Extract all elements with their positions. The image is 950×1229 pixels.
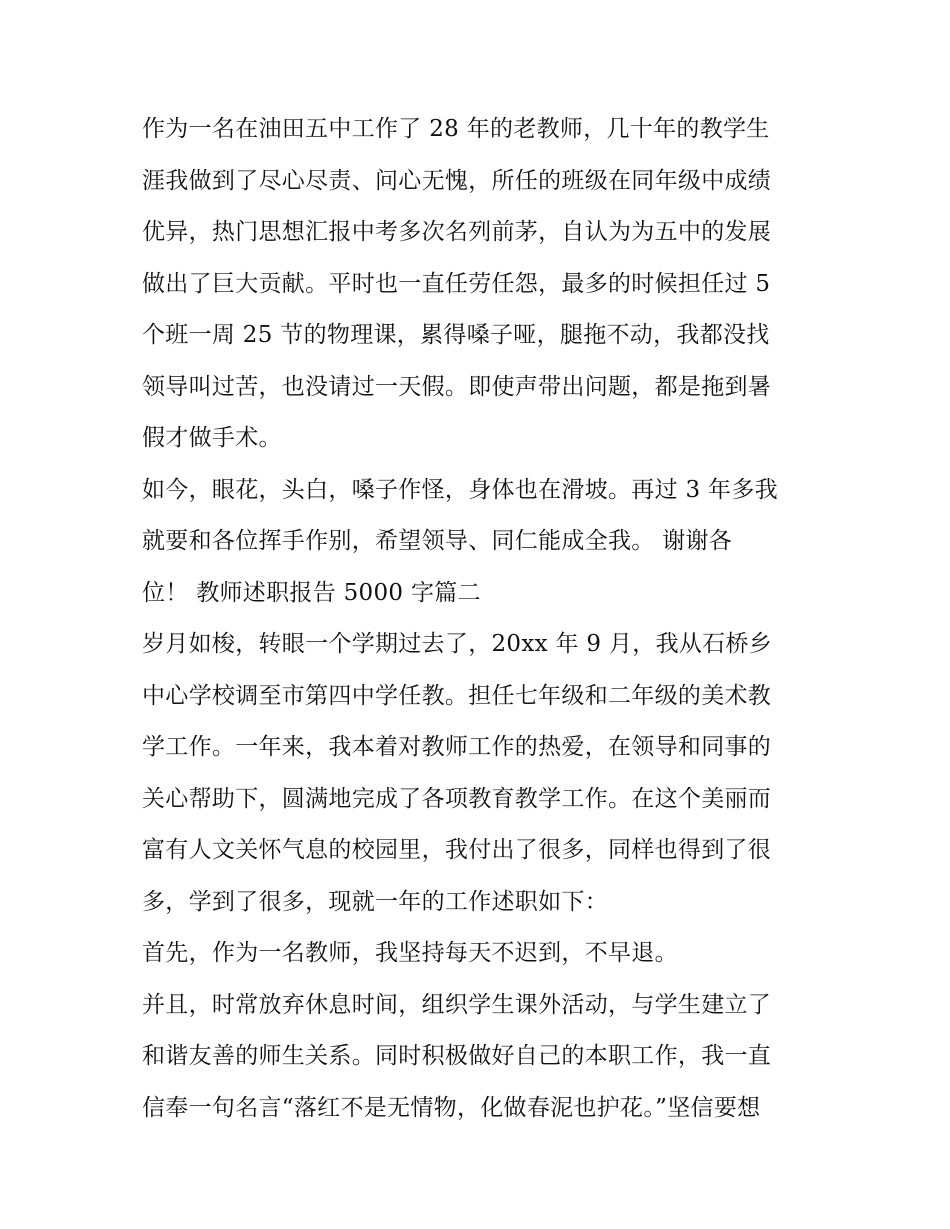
text-line: 和谐友善的师生关系。同时积极做好自己的本职工作，我一直 [142,1043,772,1069]
text-line: 领导叫过苦，也没请过一天假。即使声带出问题，都是拖到暑 [142,373,772,400]
text-line: 优异，热门思想汇报中考多次名列前茅，自认为为五中的发展 [142,219,772,245]
text-line: 关心帮助下，圆满地完成了各项教育教学工作。在这个美丽而 [142,785,772,812]
text-line: 个班一周 25 节的物理课，累得嗓子哑，腿拖不动，我都没找 [142,322,770,348]
text-line: 多，学到了很多，现就一年的工作述职如下： [142,888,608,915]
text-line: 信奉一句名言“落红不是无情物，化做春泥也护花。”坚信要想 [142,1094,761,1121]
text-line: 并且，时常放弃休息时间，组织学生课外活动，与学生建立了 [142,991,772,1018]
text-line: 首先，作为一名教师，我坚持每天不迟到，不早退。 [142,940,678,966]
document-body-text [142,104,822,1134]
text-line: 就要和各位挥手作别，希望领导、同仁能成全我。 谢谢各 [142,528,733,554]
text-line: 中心学校调至市第四中学任教。担任七年级和二年级的美术教 [142,682,772,709]
text-line: 位！ 教师述职报告 5000 字篇二 [142,579,481,606]
text-line: 富有人文关怀气息的校园里，我付出了很多，同样也得到了很 [142,837,772,863]
text-line: 学工作。一年来，我本着对教师工作的热爱，在领导和同事的 [142,734,772,760]
text-line: 假才做手术。 [142,425,282,451]
text-line: 涯我做到了尽心尽责、问心无愧，所任的班级在同年级中成绩 [142,167,772,194]
text-line: 岁月如梭，转眼一个学期过去了，20xx 年 9 月，我从石桥乡 [142,631,773,657]
text-line: 做出了巨大贡献。平时也一直任劳任怨，最多的时候担任过 5 [142,270,771,297]
text-line: 如今，眼花，头白，嗓子作怪，身体也在滑坡。再过 3 年多我 [142,476,778,503]
text-line: 作为一名在油田五中工作了 28 年的老教师，几十年的教学生 [142,116,770,142]
